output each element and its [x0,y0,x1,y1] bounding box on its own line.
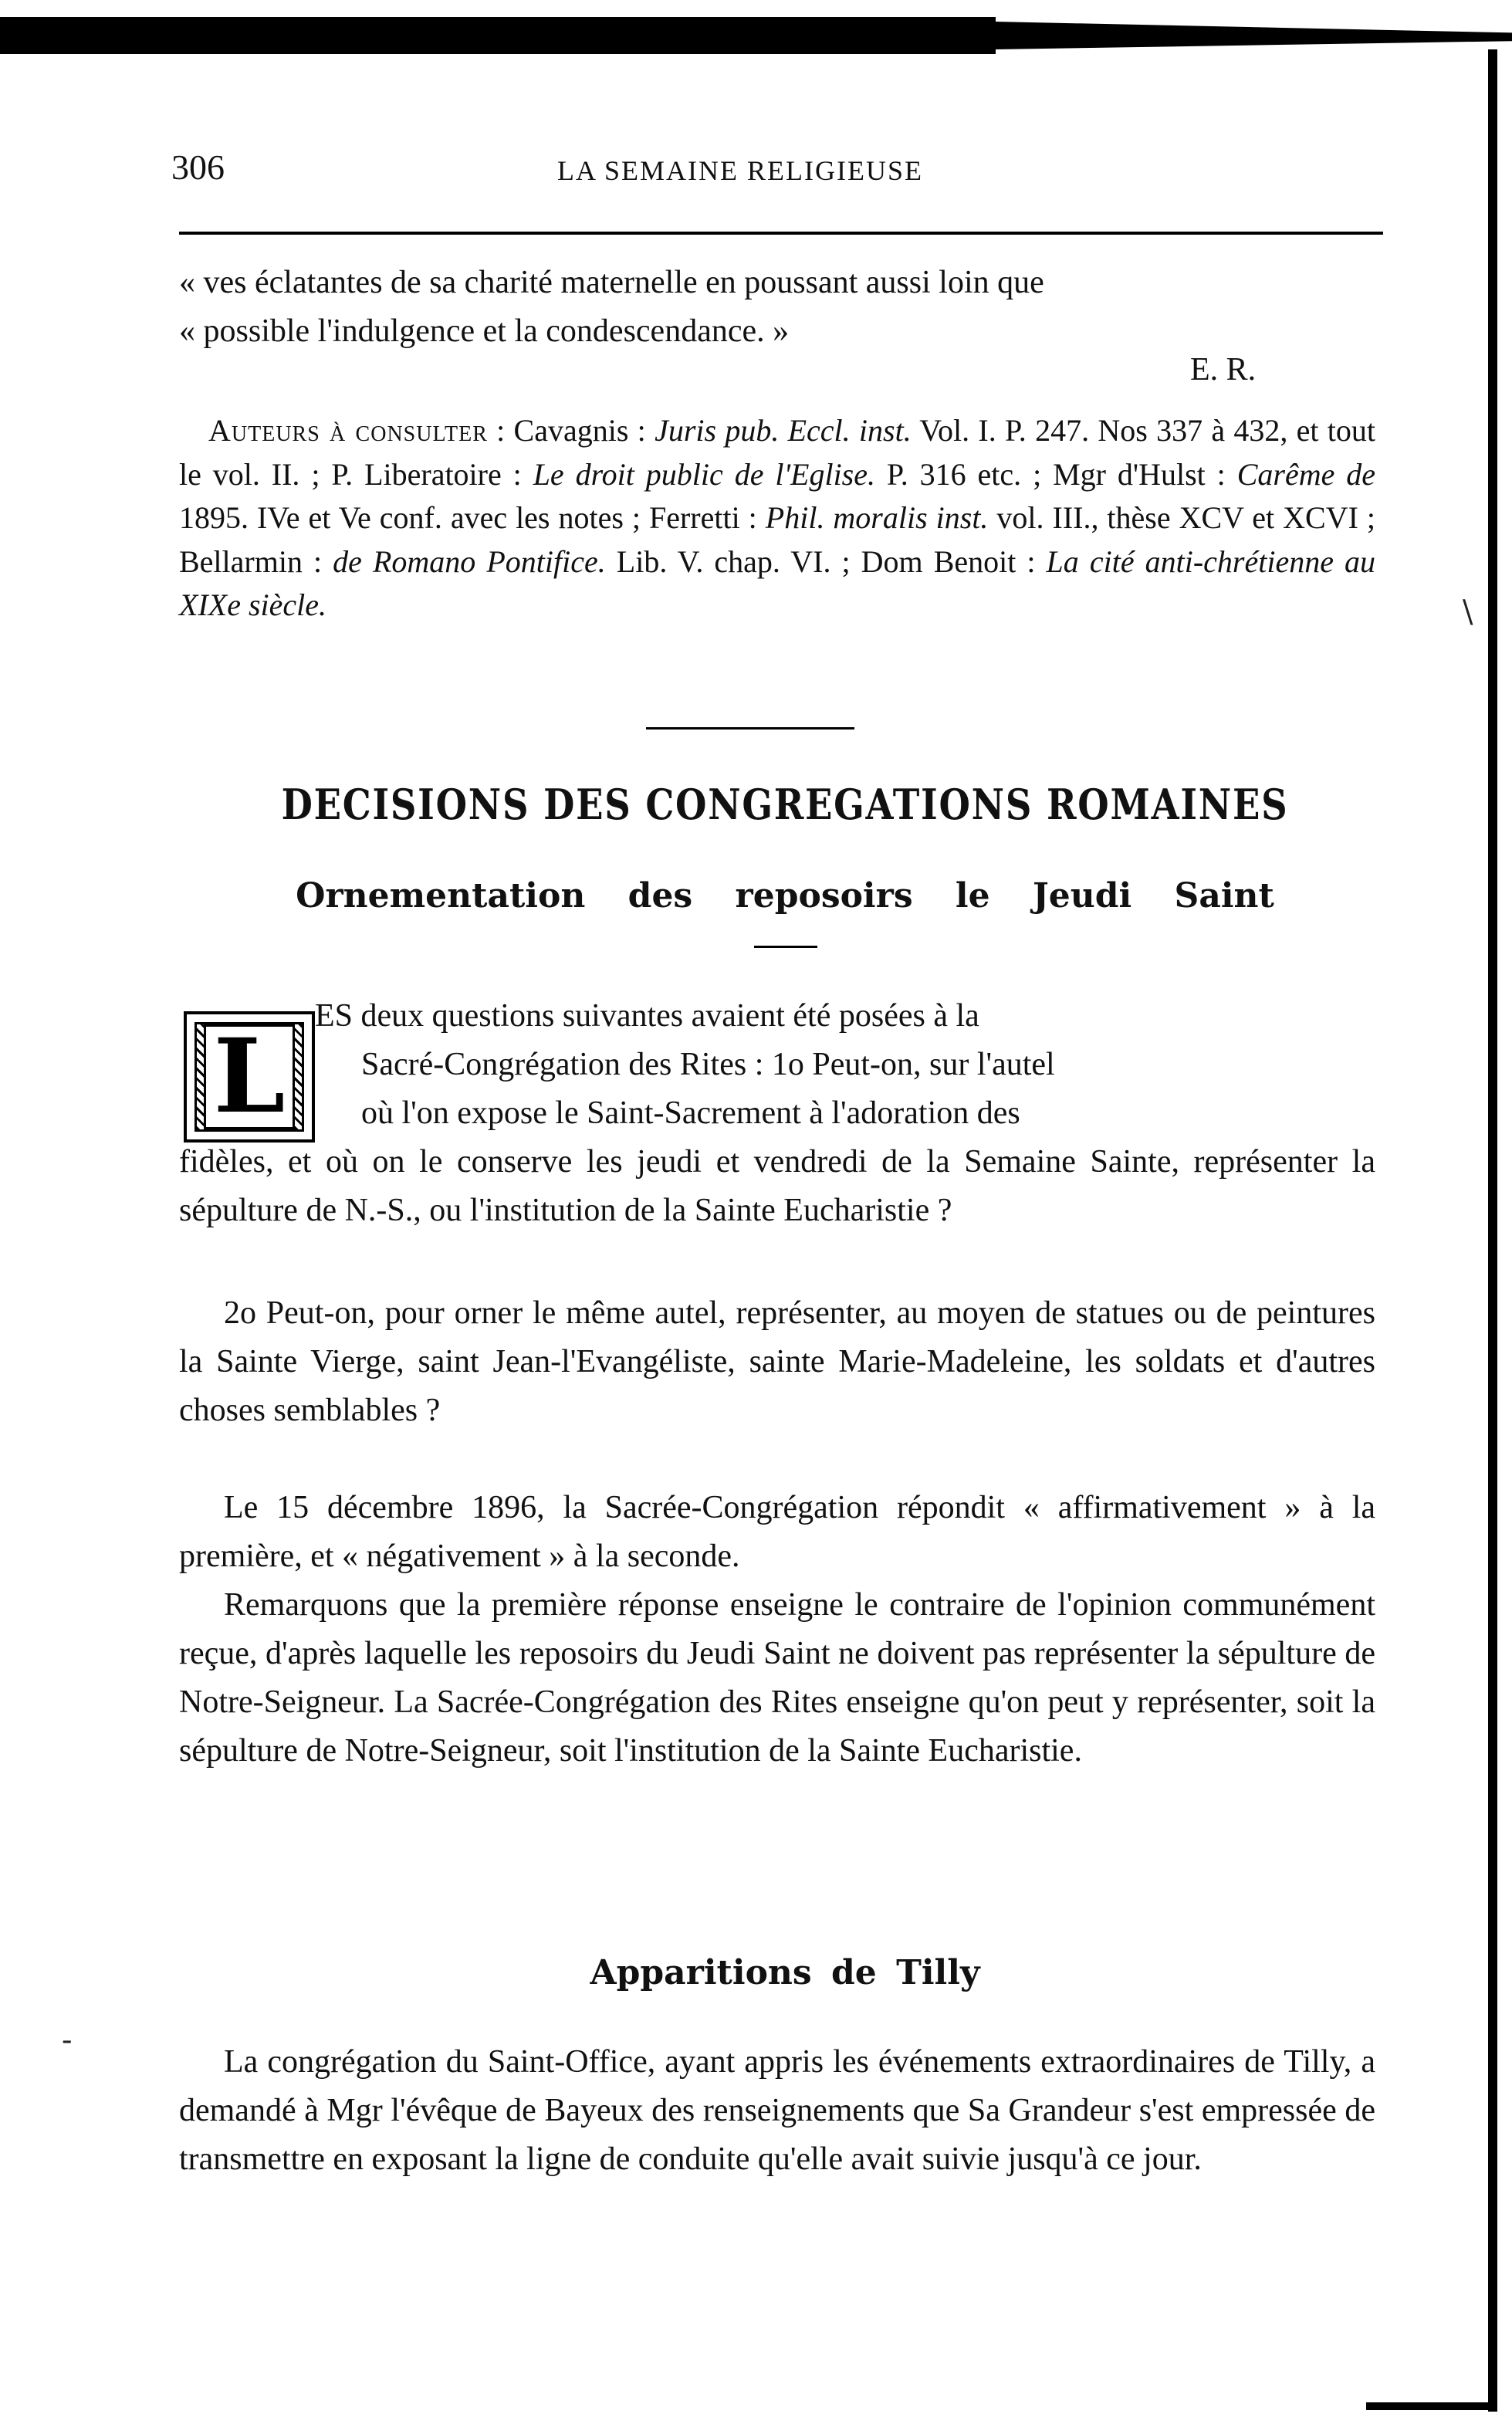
header-rule [179,232,1383,235]
author-initials: E. R. [1190,352,1257,388]
section-heading: DECISIONS DES CONGREGATIONS ROMAINES [281,780,1289,829]
work-title: Juris pub. Eccl. inst. [655,413,912,448]
references-block [179,409,1375,628]
work-title: de Romano Pontifice. [333,543,606,579]
references-lead: Auteurs à consulter [208,413,488,448]
paragraph-line: ES deux questions suivantes avaient été posées à la [315,998,979,1034]
paragraph-text: Remarquons que la première réponse enseigne le contraire de l'opinion communément reçue, d'après laquelle les reposoirs du Jeudi Saint ne doivent pas représenter la sépulture de Notre-Seigneur. La Sacrée-Congrégation des Rites enseigne qu'on peut y représenter, soit la sépulture de Notre-Seigneur, soit l'institution de la Sainte Eucharistie. [179,1587,1375,1769]
paragraph-text: Le 15 décembre 1896, la Sacrée-Congrégation répondit « affirmativement » à la première, et « négativement » à la seconde. [179,1490,1375,1574]
page-number: 306 [171,147,225,187]
work-title: Carême de [1236,456,1376,492]
page-header [171,147,1391,193]
paragraph [179,1484,1375,1581]
scan-top-bar [0,0,1512,63]
quote-line: « possible l'indulgence et la condescendance. » [179,313,790,349]
subheading-divider [754,946,817,948]
paragraph [179,1581,1375,1776]
work-title: Phil. moralis inst. [765,500,989,535]
paragraph-line: fidèles, et où on le conserve les jeudi et vendredi de la Semaine Sainte, représenter la sépulture de N.-S., ou l'institution de la Sainte Eucharistie ? [179,1144,1375,1228]
references-paragraph: Auteurs à consulter : Cavagnis : Juris pub. Eccl. inst. Vol. I. P. 247. Nos 337 à 432, et tout le vol. II. ; P. Liberatoire : Le droit public de l'Eglise. P. 316 etc. ; Mgr d'Hulst : Carême de 1895. IVe et Ve conf. avec les notes ; Ferretti : Phil. moralis inst. vol. III., thèse XCV et XCVI ; Bellarmin : de Romano Pontifice. Lib. V. chap. VI. ; Dom Benoit : La cité anti-chrétienne au XIXe siècle. [179,413,1376,622]
scan-top-bar-thick [0,17,996,54]
work-title: Le droit public de l'Eglise. [533,456,876,492]
section-subheading: Ornementation des reposoirs le Jeudi Saint [296,876,1274,916]
dropcap-letter: L [187,1014,312,1139]
section-divider [646,727,854,730]
work-title: La cité anti-chrétienne au XIXe siècle. [179,543,1376,622]
paragraph-line: Sacré-Congrégation des Rites : 1o Peut-on, sur l'autel [361,1047,1055,1082]
closing-quote [179,259,1329,356]
paragraph [179,992,1375,1235]
scan-bottom-edge [1366,2402,1497,2410]
paragraph [179,1289,1375,1435]
section-subheading: Apparitions de Tilly [590,1953,980,1992]
scan-top-bar-thin [996,22,1512,49]
paragraph-line: où l'on expose le Saint-Sacrement à l'adoration des [361,1095,1020,1131]
running-head: LA SEMAINE RELIGIEUSE [557,155,923,186]
paragraph-text: La congrégation du Saint-Office, ayant appris les événements extraordinaires de Tilly, a demandé à Mgr l'évêque de Bayeux des renseignements que Sa Grandeur s'est empressée de transmettre en exposant la ligne de conduite qu'elle avait suivie jusqu'à ce jour. [179,2044,1375,2177]
scan-right-edge [1488,49,1497,2412]
paragraph-text: 2o Peut-on, pour orner le même autel, représenter, au moyen de statues ou de peintures la Sainte Vierge, saint Jean-l'Evangéliste, sainte Marie-Madeleine, les soldats et d'autres choses semblables ? [179,1295,1375,1428]
paragraph [179,2038,1375,2184]
margin-mark: - [62,2023,73,2058]
margin-mark: \ [1463,594,1473,630]
quote-line: « ves éclatantes de sa charité maternelle en poussant aussi loin que [179,265,1044,300]
